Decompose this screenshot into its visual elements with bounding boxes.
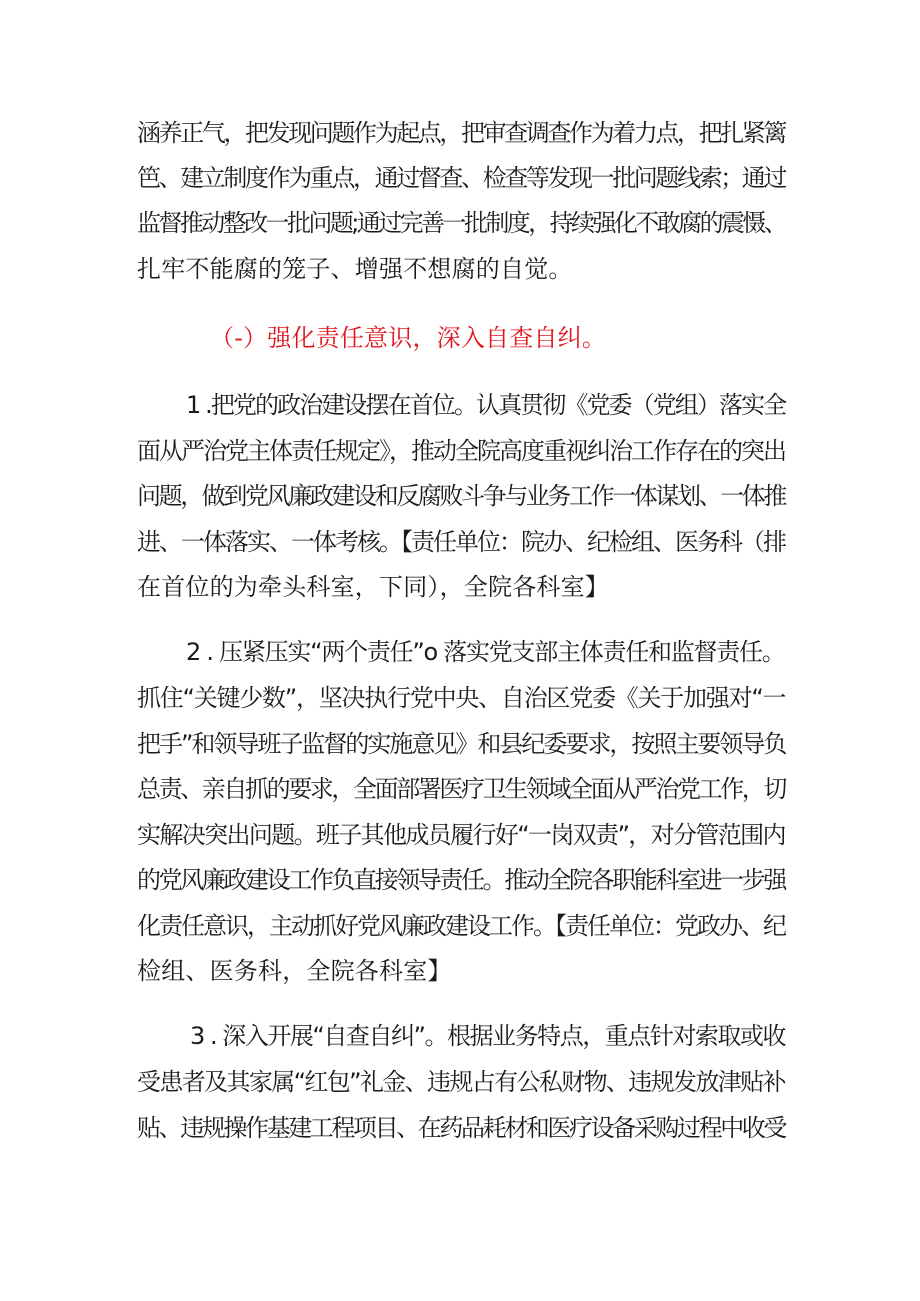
item-2-line-3: 把手”和领导班子监督的实施意见》和县纪委要求，按照主要领导负 — [137, 730, 786, 758]
intro-line-3: 监督推动整改一批问题;通过完善一批制度，持续强化不敢腐的震慑、 — [137, 209, 786, 237]
item-2-line-1: 2 . 压紧压实“两个责任”o 落实党支部主体责任和监督责任。 — [186, 638, 785, 666]
item-2-line-8: 检组、医务科，全院各科室】 — [137, 957, 452, 985]
item-2-line-6: 的党风廉政建设工作负直接领导责任。推动全院各职能科室进一步强 — [137, 866, 785, 894]
item-1-line-4: 进、一体落实、一体考核。【责任单位：院办、纪检组、医务科（排 — [137, 528, 785, 556]
intro-line-1: 涵养正气，把发现问题作为起点，把审查调查作为着力点，把扎紧篱 — [137, 119, 785, 147]
intro-line-4: 扎牢不能腐的笼子、增强不想腐的自觉。 — [137, 255, 573, 283]
item-3-line-1: 3 . 深入开展“自查自纠”。根据业务特点，重点针对索取或收 — [190, 1022, 786, 1050]
item-1-line-1: 1 .把党的政治建设摆在首位。认真贯彻《党委（党组）落实全 — [186, 391, 786, 419]
item-2-line-4: 总责、亲自抓的要求，全面部署医疗卫生领域全面从严治党工作，切 — [137, 775, 785, 803]
item-1-line-3: 问题，做到党风廉政建设和反腐败斗争与业务工作一体谋划、一体推 — [137, 482, 785, 510]
item-2-line-2: 抓住“关键少数”，坚决执行党中央、自治区党委《关于加强对“一 — [137, 684, 786, 712]
item-1-line-5: 在首位的为牵头科室，下同），全院各科室】 — [137, 573, 609, 601]
item-1-line-2: 面从严治党主体责任规定》，推动全院高度重视纠治工作存在的突出 — [137, 437, 785, 465]
item-3-line-3: 贴、违规操作基建工程项目、在药品耗材和医疗设备采购过程中收受 — [137, 1114, 785, 1142]
item-2-line-7: 化责任意识，主动抓好党风廉政建设工作。【责任单位：党政办、纪 — [137, 912, 785, 940]
item-3-line-2: 受患者及其家属“红包”礼金、违规占有公私财物、违规发放津贴补 — [137, 1068, 785, 1096]
item-2-line-5: 实解决突出问题。班子其他成员履行好“一岗双责”，对分管范围内 — [137, 821, 785, 849]
intro-line-2: 笆、建立制度作为重点，通过督查、检查等发现一批问题线索；通过 — [137, 164, 785, 192]
section-heading: （-）强化责任意识，深入自查自纠。 — [210, 324, 607, 352]
